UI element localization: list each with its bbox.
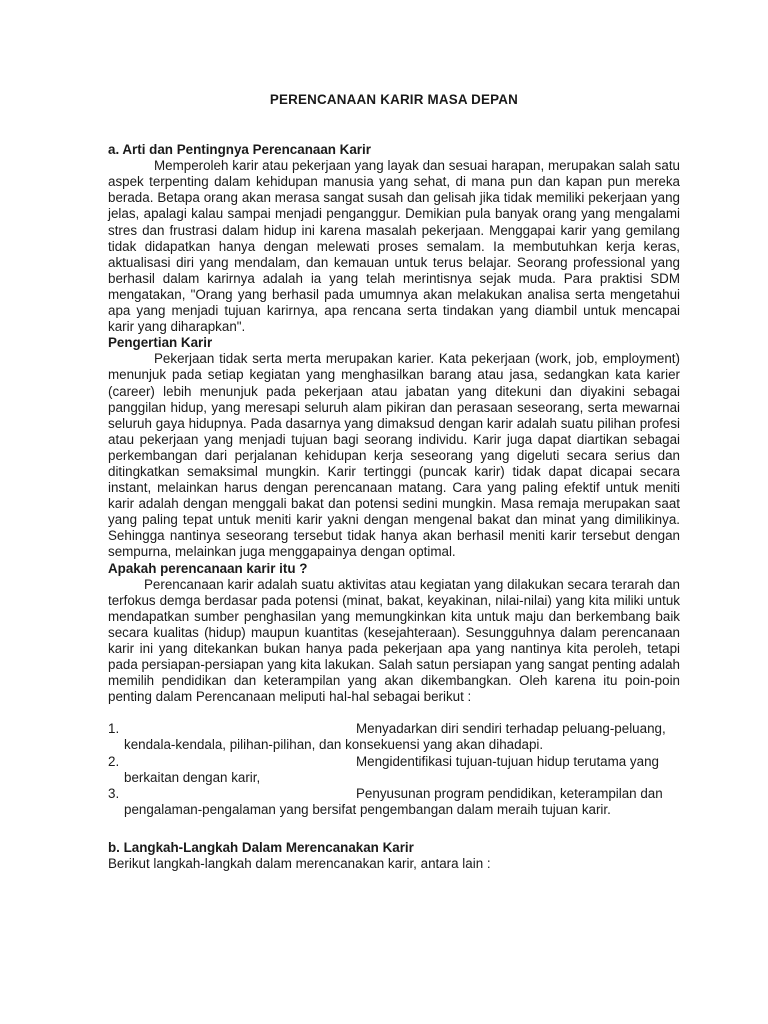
points-list: [108, 721, 680, 818]
apakah-perencanaan-paragraph: Perencanaan karir adalah suatu aktivitas atau kegiatan yang dilakukan secara terarah dan terfokus demga berdasar pada potensi (minat, bakat, keyakinan, nilai-nilai) yang kita miliki untuk mendapatkan sumber penghasilan yang memungkinkan kita untuk maju dan berkembang baik secara kualitas (hidup) maupun kuantitas (kesejahteraan). Sesungguhnya dalam perencanaan karir ini yang ditekankan bukan hanya pada pekerjaan apa yang nantinya kita peroleh, tetapi pada persiapan-persiapan yang kita lakukan. Salah satun persiapan yang sangat penting adalah memilih pendidikan dan keterampilan yang akan dikembangkan. Oleh karena itu poin-poin penting dalam Perencanaan meliputi hal-hal sebagai berikut :: [108, 576, 680, 705]
list-item-rest: berkaitan dengan karir,: [124, 769, 261, 785]
list-item-first-line: Mengidentifikasi tujuan-tujuan hidup terutama yang: [356, 753, 659, 769]
list-item-number: 3.: [108, 785, 120, 801]
list-item-rest: kendala-kendala, pilihan-pilihan, dan konsekuensi yang akan dihadapi.: [124, 737, 544, 753]
pengertian-karir-heading: Pengertian Karir: [108, 335, 213, 351]
section-a-paragraph: Memperoleh karir atau pekerjaan yang layak dan sesuai harapan, merupakan salah satu aspek terpenting dalam kehidupan manusia yang sehat, di mana pun dan kapan pun mereka berada. Betapa orang akan merasa sangat susah dan gelisah jika tidak memiliki pekerjaan yang jelas, apalagi kalau sampai menjadi penganggur. Demikian pula banyak orang yang mengalami stres dan frustrasi dalam hidup ini karena masalah pekerjaan. Menggapai karir yang gemilang tidak didapatkan hanya dengan melewati proses semalam. Ia membutuhkan kerja keras, aktualisasi diri yang mendalam, dan kemauan untuk terus belajar. Seorang professional yang berhasil dalam karirnya adalah ia yang telah merintisnya sejak muda. Para praktisi SDM mengatakan, "Orang yang berhasil pada umumnya akan melakukan analisa serta mengetahui apa yang menjadi tujuan karirnya, apa rencana serta tindakan yang diambil untuk mencapai karir yang diharapkan".: [108, 158, 680, 335]
list-item-rest: pengalaman-pengalaman yang bersifat pengembangan dalam meraih tujuan karir.: [124, 801, 611, 817]
list-item: [108, 721, 680, 753]
apakah-perencanaan-heading: Apakah perencanaan karir itu ?: [108, 560, 308, 576]
document-title: PERENCANAAN KARIR MASA DEPAN: [269, 92, 519, 107]
section-b-heading: b. Langkah-Langkah Dalam Merencanakan Karir: [108, 839, 414, 855]
list-item: [108, 786, 680, 818]
section-b-intro: Berikut langkah-langkah dalam merencanakan karir, antara lain :: [108, 856, 491, 872]
list-item-number: 2.: [108, 753, 120, 769]
list-item-number: 1.: [108, 721, 120, 737]
list-item-first-line: Penyusunan program pendidikan, keterampilan dan: [356, 785, 663, 801]
document-page: [108, 92, 680, 872]
section-a-heading: a. Arti dan Pentingnya Perencanaan Karir: [108, 142, 371, 158]
list-item-first-line: Menyadarkan diri sendiri terhadap peluang-peluang,: [356, 721, 666, 737]
list-item: [108, 754, 680, 786]
pengertian-karir-paragraph: Pekerjaan tidak serta merta merupakan karier. Kata pekerjaan (work, job, employment) menunjuk pada setiap kegiatan yang menghasilkan barang atau jasa, sedangkan kata karier (career) lebih menunjuk pada pekerjaan atau jabatan yang ditekuni dan diyakini sebagai panggilan hidup, yang meresapi seluruh alam pikiran dan perasaan seseorang, serta mewarnai seluruh gaya hidupnya. Pada dasarnya yang dimaksud dengan karir adalah suatu pilihan profesi atau pekerjaan yang menjadi tujuan bagi seorang individu. Karir juga dapat diartikan sebagai perkembangan dari perjalanan kehidupan kerja seseorang yang digeluti secara serius dan ditingkatkan semaksimal mungkin. Karir tertinggi (puncak karir) tidak dapat dicapai secara instant, melainkan harus dengan perencanaan matang. Cara yang paling efektif untuk meniti karir adalah dengan menggali bakat dan potensi sedini mungkin. Masa remaja merupakan saat yang paling tepat untuk meniti karir yakni dengan mengenal bakat dan minat yang dimilikinya. Sehingga nantinya seseorang tersebut tidak hanya akan berhasil meniti karir tersebut dengan sempurna, melainkan juga menggapainya dengan optimal.: [108, 351, 680, 560]
